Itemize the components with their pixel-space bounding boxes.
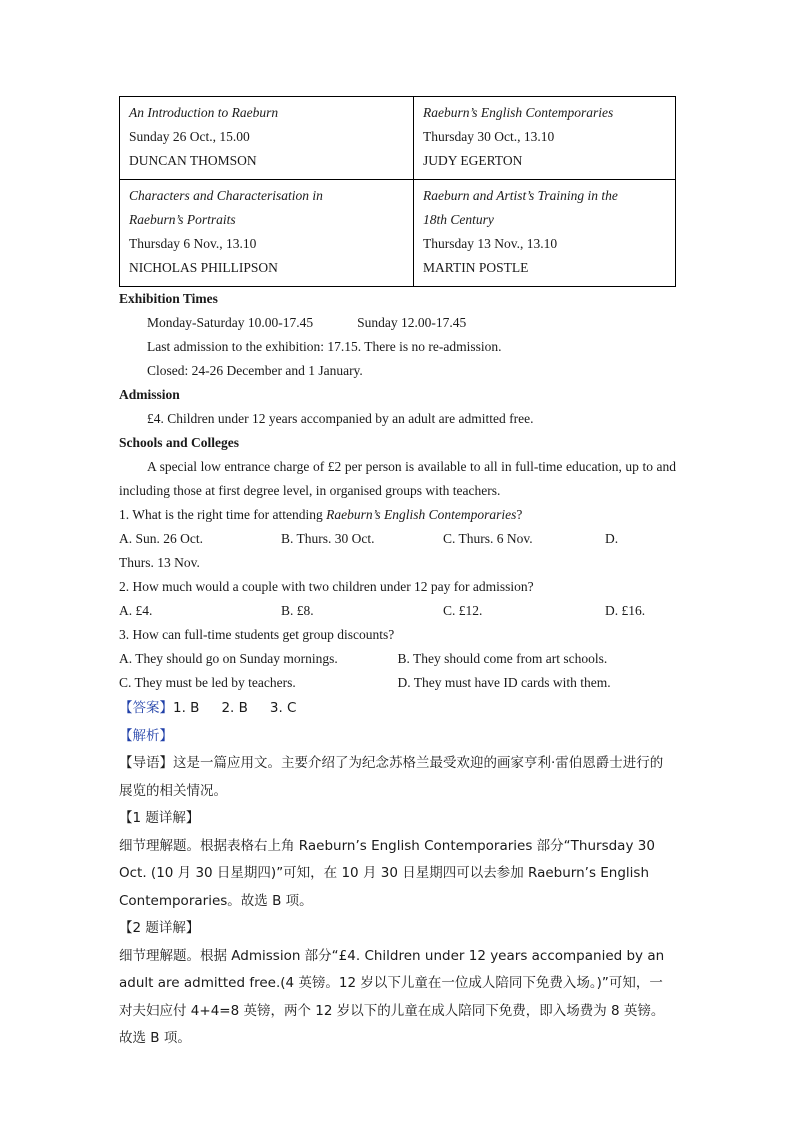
admission-heading: Admission <box>119 387 180 402</box>
guide-text: 这是一篇应用文。主要介绍了为纪念苏格兰最受欢迎的画家亨利·雷伯恩爵士进行的展览的相关情况。 <box>119 755 664 799</box>
lecture-speaker: JUDY EGERTON <box>423 153 523 168</box>
lecture-title: Raeburn’s English Contemporaries <box>423 105 614 120</box>
option-b: B. They should come from art schools. <box>397 651 608 666</box>
closed-dates: Closed: 24-26 December and 1 January. <box>147 363 363 378</box>
hours-sunday: Sunday 12.00-17.45 <box>357 315 467 330</box>
table-cell <box>120 97 414 180</box>
question-1-options <box>119 527 676 551</box>
lecture-title-line2: 18th Century <box>423 212 494 227</box>
lecture-date: Thursday 6 Nov., 13.10 <box>129 236 257 251</box>
question-2: 2. How much would a couple with two children under 12 pay for admission? <box>119 579 534 594</box>
table-cell <box>414 97 676 180</box>
question-1: 1. What is the right time for attending Raeburn’s English Contemporaries? <box>119 507 523 522</box>
question-2-options <box>119 599 676 623</box>
lecture-date: Sunday 26 Oct., 15.00 <box>129 129 250 144</box>
option-a: A. £4. <box>119 603 153 618</box>
answer-item: 2. B <box>221 700 248 716</box>
question-3-options-row1 <box>119 647 676 671</box>
document-page <box>119 96 676 1053</box>
detail-1-label: 【1 题详解】 <box>119 810 200 826</box>
schools-text: A special low entrance charge of £2 per person is available to all in full-time education, up to and including those at first degree level, in organised groups with teachers. <box>119 459 676 498</box>
lecture-date: Thursday 13 Nov., 13.10 <box>423 236 558 251</box>
option-a: A. Sun. 26 Oct. <box>119 531 203 546</box>
analysis-label: 【解析】 <box>119 727 173 744</box>
option-d: D. <box>605 531 619 546</box>
question-3: 3. How can full-time students get group discounts? <box>119 627 395 642</box>
admission-text: £4. Children under 12 years accompanied by an adult are admitted free. <box>147 411 534 426</box>
lecture-table <box>119 96 676 287</box>
detail-2-label: 【2 题详解】 <box>119 920 200 936</box>
lecture-date: Thursday 30 Oct., 13.10 <box>423 129 555 144</box>
lecture-title: Raeburn and Artist’s Training in the <box>423 188 618 203</box>
table-cell <box>414 180 676 287</box>
lecture-title-line2: Raeburn’s Portraits <box>129 212 236 227</box>
guide-label: 【导语】 <box>119 755 173 771</box>
guide-paragraph <box>119 750 676 805</box>
option-d: D. £16. <box>605 603 646 618</box>
option-d-text: Thurs. 13 Nov. <box>119 555 200 570</box>
answer-line <box>119 695 676 723</box>
table-row <box>120 97 676 180</box>
detail-1-text: 细节理解题。根据表格右上角 Raeburn’s English Contemporaries 部分“Thursday 30 Oct. (10 月 30 日星期四)”可知，在 10 月 30 日星期四可以去参加 Raeburn’s English Contemporaries。故选 B 项。 <box>119 837 655 909</box>
schools-heading: Schools and Colleges <box>119 435 240 450</box>
lecture-speaker: MARTIN POSTLE <box>423 260 529 275</box>
option-c: C. £12. <box>443 603 483 618</box>
option-a: A. They should go on Sunday mornings. <box>119 651 338 666</box>
answer-item: 3. C <box>269 700 297 716</box>
exhibition-hours <box>119 311 676 335</box>
option-b: B. £8. <box>281 603 314 618</box>
lecture-title: Characters and Characterisation in <box>129 188 323 203</box>
option-b: B. Thurs. 30 Oct. <box>281 531 375 546</box>
lecture-speaker: DUNCAN THOMSON <box>129 153 257 168</box>
option-c: C. They must be led by teachers. <box>119 675 296 690</box>
hours-weekday: Monday-Saturday 10.00-17.45 <box>147 315 314 330</box>
exhibition-heading: Exhibition Times <box>119 291 218 306</box>
question-3-options-row2 <box>119 671 676 695</box>
table-cell <box>120 180 414 287</box>
last-admission: Last admission to the exhibition: 17.15. There is no re-admission. <box>147 339 502 354</box>
answer-label: 【答案】 <box>119 700 173 716</box>
option-c: C. Thurs. 6 Nov. <box>443 531 533 546</box>
detail-2-text: 细节理解题。根据 Admission 部分“£4. Children under 12 years accompanied by an adult are admitted free.(4 英镑。12 岁以下儿童在一位成人陪同下免费入场。)”可知，一对夫妇应付 4+4=8 英镑，两个 12 岁以下的儿童在成人陪同下免费，即入场费为 8 英镑。故选 B 项。 <box>119 947 665 1046</box>
table-row <box>120 180 676 287</box>
option-d: D. They must have ID cards with them. <box>397 675 611 690</box>
lecture-speaker: NICHOLAS PHILLIPSON <box>129 260 278 275</box>
answer-item: 1. B <box>173 700 200 716</box>
lecture-title: An Introduction to Raeburn <box>129 105 279 120</box>
